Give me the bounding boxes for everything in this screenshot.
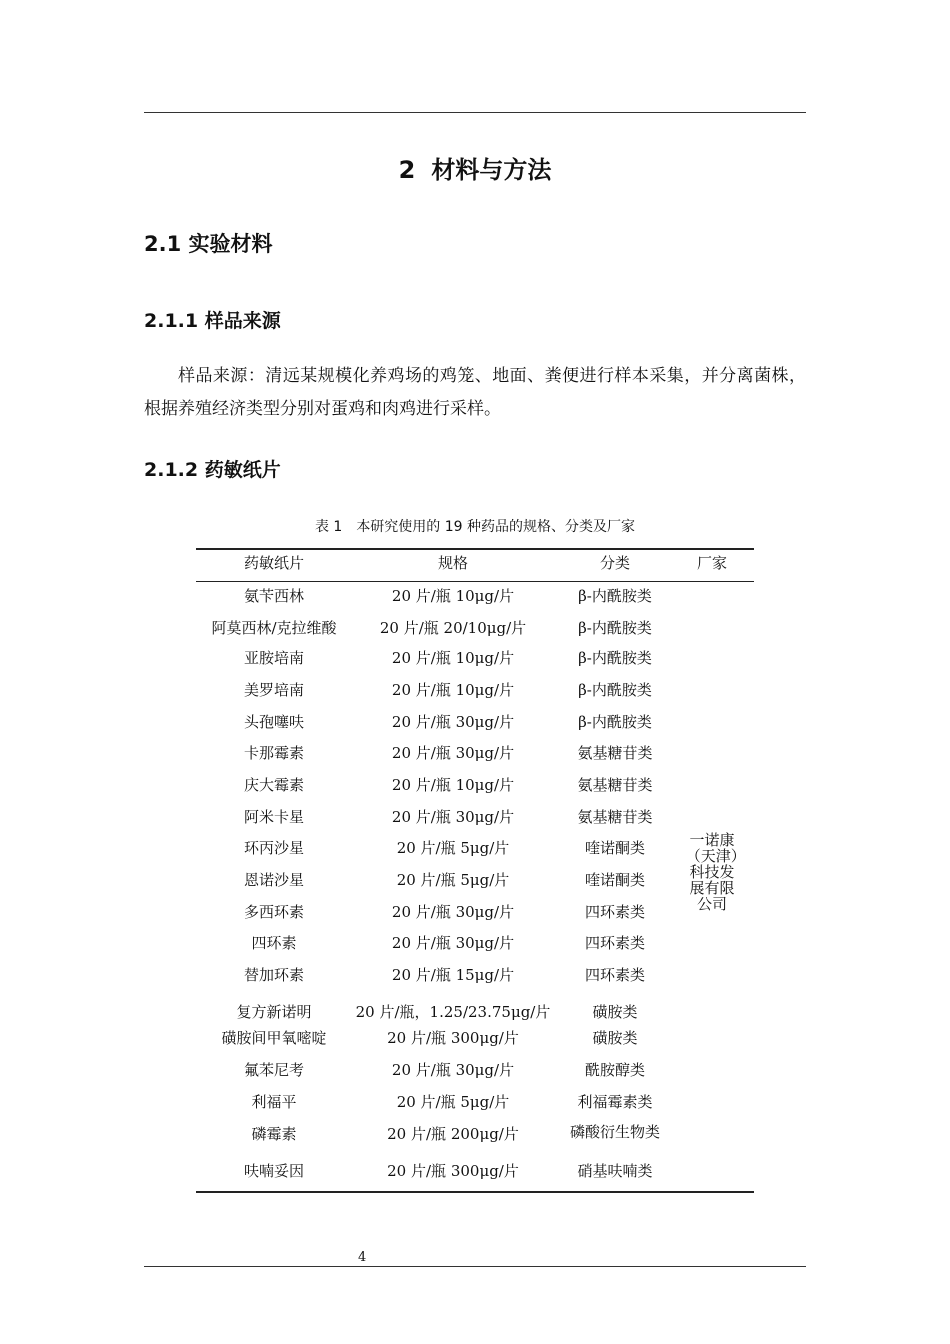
cell-disk: 利福平 [251, 1093, 297, 1111]
cell-spec: 20 片/瓶 10μg/片 [391, 776, 515, 794]
cell-spec: 20 片/瓶 5μg/片 [396, 1093, 510, 1111]
cell-class: 磺胺类 [592, 1029, 638, 1047]
subsection-heading-sensitivity-disk: 2.1.2 药敏纸片 [144, 459, 281, 481]
body-paragraph: 样品来源：清远某规模化养鸡场的鸡笼、地面、粪便进行样本采集，并分离菌株，根据养殖经济类型分别对蛋鸡和肉鸡进行采样。 [144, 366, 806, 419]
table-header-rule [196, 581, 754, 582]
cell-disk: 多西环素 [243, 903, 304, 921]
cell-class: 喹诺酮类 [584, 871, 645, 889]
cell-spec: 20 片/瓶，1.25/23.75μg/片 [355, 1003, 551, 1021]
column-header-manufacturer: 厂家 [696, 554, 727, 572]
cell-spec: 20 片/瓶 5μg/片 [396, 871, 510, 889]
manufacturer-cell: 一诺康（天津）科技发展有限公司 [685, 831, 739, 913]
cell-class: 喹诺酮类 [584, 839, 645, 857]
cell-disk: 阿米卡星 [243, 808, 304, 826]
cell-class: 酰胺醇类 [584, 1061, 645, 1079]
cell-disk: 头孢噻呋 [243, 713, 304, 731]
chapter-number: 2 [398, 156, 416, 184]
cell-class: β-内酰胺类 [578, 649, 652, 667]
section-heading: 2.1 实验材料 [144, 232, 273, 256]
cell-spec: 20 片/瓶 20/10μg/片 [379, 619, 527, 637]
cell-spec: 20 片/瓶 300μg/片 [387, 1029, 519, 1047]
cell-class: 硝基呋喃类 [577, 1162, 653, 1180]
cell-spec: 20 片/瓶 30μg/片 [391, 744, 515, 762]
chapter-title-text: 材料与方法 [431, 156, 552, 184]
footer-rule [144, 1266, 806, 1267]
column-header-class: 分类 [599, 554, 630, 572]
cell-class: 磷酸衍生物类 [569, 1123, 660, 1141]
cell-class: 利福霉素类 [577, 1093, 653, 1111]
cell-class: 氨基糖苷类 [577, 776, 653, 794]
cell-spec: 20 片/瓶 30μg/片 [391, 713, 515, 731]
cell-disk: 复方新诺明 [236, 1003, 312, 1021]
cell-class: β-内酰胺类 [578, 681, 652, 699]
cell-disk: 环丙沙星 [243, 839, 304, 857]
cell-spec: 20 片/瓶 10μg/片 [391, 587, 515, 605]
cell-class: 四环素类 [584, 903, 645, 921]
cell-disk: 呋喃妥因 [243, 1162, 304, 1180]
cell-disk: 卡那霉素 [243, 744, 304, 762]
table-top-rule [196, 548, 754, 550]
cell-class: 四环素类 [584, 934, 645, 952]
cell-class: β-内酰胺类 [578, 713, 652, 731]
cell-disk: 庆大霉素 [243, 776, 304, 794]
cell-spec: 20 片/瓶 30μg/片 [391, 903, 515, 921]
cell-spec: 20 片/瓶 15μg/片 [391, 966, 515, 984]
cell-disk: 替加环素 [243, 966, 304, 984]
cell-spec: 20 片/瓶 200μg/片 [387, 1125, 519, 1143]
page-number: 4 [358, 1250, 367, 1265]
column-header-disk: 药敏纸片 [243, 554, 304, 572]
cell-disk: 亚胺培南 [243, 649, 304, 667]
cell-disk: 磷霉素 [251, 1125, 297, 1143]
table-caption-label: 表 1 [314, 519, 343, 535]
cell-spec: 20 片/瓶 30μg/片 [391, 1061, 515, 1079]
cell-disk: 氨苄西林 [243, 587, 304, 605]
cell-disk: 阿莫西林/克拉维酸 [211, 619, 337, 637]
cell-class: 氨基糖苷类 [577, 808, 653, 826]
cell-class: β-内酰胺类 [578, 587, 652, 605]
table-bottom-rule [196, 1191, 754, 1193]
cell-disk: 四环素 [251, 934, 297, 952]
cell-disk: 恩诺沙星 [243, 871, 304, 889]
cell-class: β-内酰胺类 [578, 619, 652, 637]
cell-spec: 20 片/瓶 10μg/片 [391, 649, 515, 667]
cell-spec: 20 片/瓶 300μg/片 [387, 1162, 519, 1180]
cell-spec: 20 片/瓶 10μg/片 [391, 681, 515, 699]
cell-spec: 20 片/瓶 30μg/片 [391, 808, 515, 826]
cell-class: 氨基糖苷类 [577, 744, 653, 762]
cell-class: 四环素类 [584, 966, 645, 984]
table-caption [0, 516, 950, 536]
cell-class: 磺胺类 [592, 1003, 638, 1021]
column-header-spec: 规格 [437, 554, 468, 572]
header-rule [144, 112, 806, 113]
cell-disk: 氟苯尼考 [243, 1061, 304, 1079]
subsection-heading-sample-source: 2.1.1 样品来源 [144, 310, 281, 332]
cell-disk: 美罗培南 [243, 681, 304, 699]
table-caption-text: 本研究使用的 19 种药品的规格、分类及厂家 [356, 519, 636, 535]
cell-spec: 20 片/瓶 5μg/片 [396, 839, 510, 857]
cell-spec: 20 片/瓶 30μg/片 [391, 934, 515, 952]
chapter-title [0, 150, 950, 185]
cell-disk: 磺胺间甲氧嘧啶 [221, 1029, 327, 1047]
